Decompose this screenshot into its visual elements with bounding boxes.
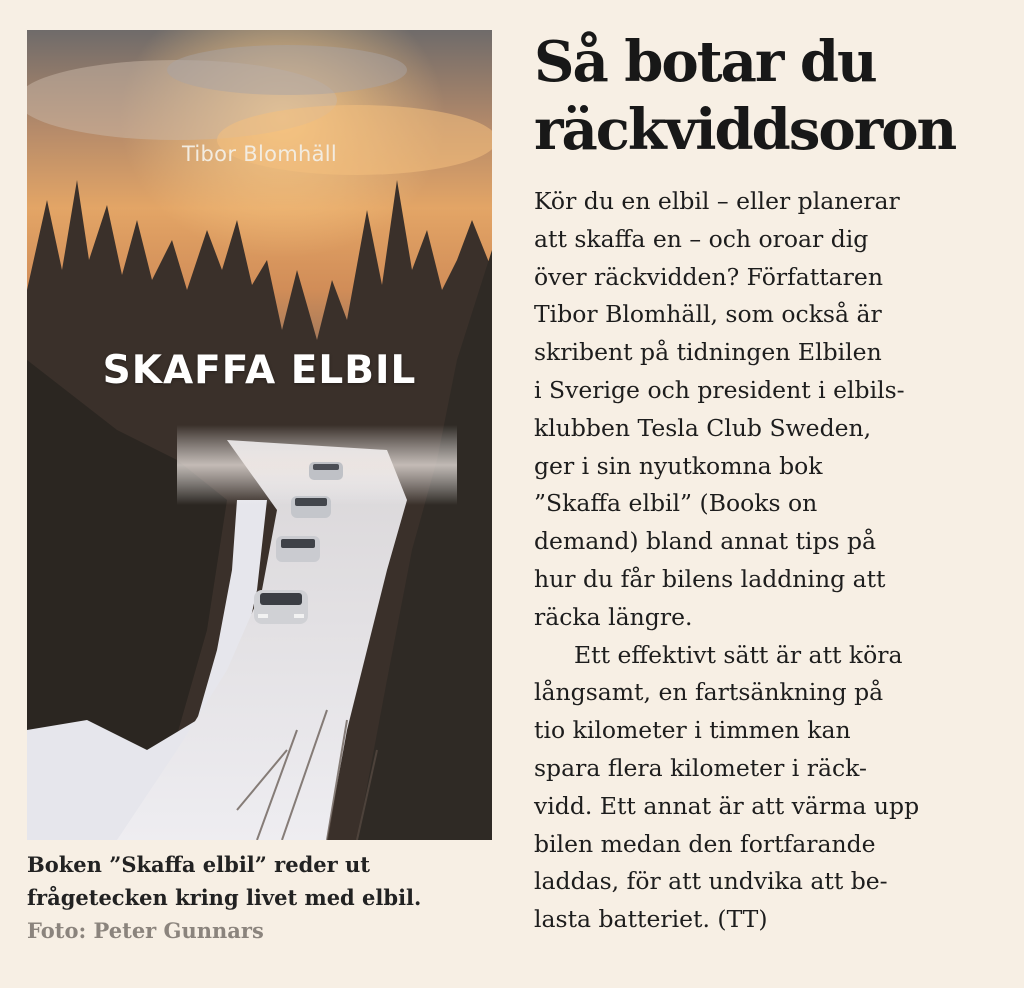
body-line: lasta batteriet. (TT) (534, 905, 768, 934)
car-3 (276, 536, 320, 562)
body-line: i Sverige och president i elbils- (534, 375, 905, 404)
article-headline (534, 28, 1014, 164)
article-body (534, 183, 1014, 939)
photo-credit: Foto: Peter Gunnars (27, 918, 264, 943)
headline-line: Så botar du (534, 29, 876, 95)
body-line: hur du får bilens laddning att (534, 564, 886, 593)
book-cover-photo (27, 30, 492, 840)
body-line: bilen medan den fortfarande (534, 829, 876, 858)
headline-line: räckviddsoron (534, 97, 956, 163)
car-4 (254, 590, 308, 624)
body-line: långsamt, en fartsänkning på (534, 678, 884, 707)
car-2 (291, 496, 331, 518)
cover-author: Tibor Blomhäll (181, 142, 338, 166)
body-line: Ett effektivt sätt är att köra (574, 640, 903, 669)
body-line: vidd. Ett annat är att värma upp (534, 791, 920, 820)
body-line: spara flera kilometer i räck- (534, 753, 867, 782)
caption-line: Boken ”Skaffa elbil” reder ut (27, 852, 370, 877)
body-line: att skaffa en – och oroar dig (534, 224, 869, 253)
body-line: demand) bland annat tips på (534, 527, 877, 556)
car-1 (309, 462, 343, 480)
photo-caption (27, 848, 502, 947)
body-line: laddas, för att undvika att be- (534, 867, 888, 896)
body-line: ger i sin nyutkomna bok (534, 451, 823, 480)
body-line: klubben Tesla Club Sweden, (534, 413, 872, 442)
body-line: tio kilometer i timmen kan (534, 716, 851, 745)
body-line: ”Skaffa elbil” (Books on (534, 489, 818, 518)
body-line: räcka längre. (534, 602, 693, 631)
body-line: Tibor Blomhäll, som också är (534, 300, 882, 329)
body-line: Kör du en elbil – eller planerar (534, 187, 900, 215)
body-line: över räckvidden? Författaren (534, 262, 883, 291)
cover-title: SKAFFA ELBIL (102, 348, 417, 393)
body-line: skribent på tidningen Elbilen (534, 338, 882, 367)
caption-line: frågetecken kring livet med elbil. (27, 885, 422, 910)
